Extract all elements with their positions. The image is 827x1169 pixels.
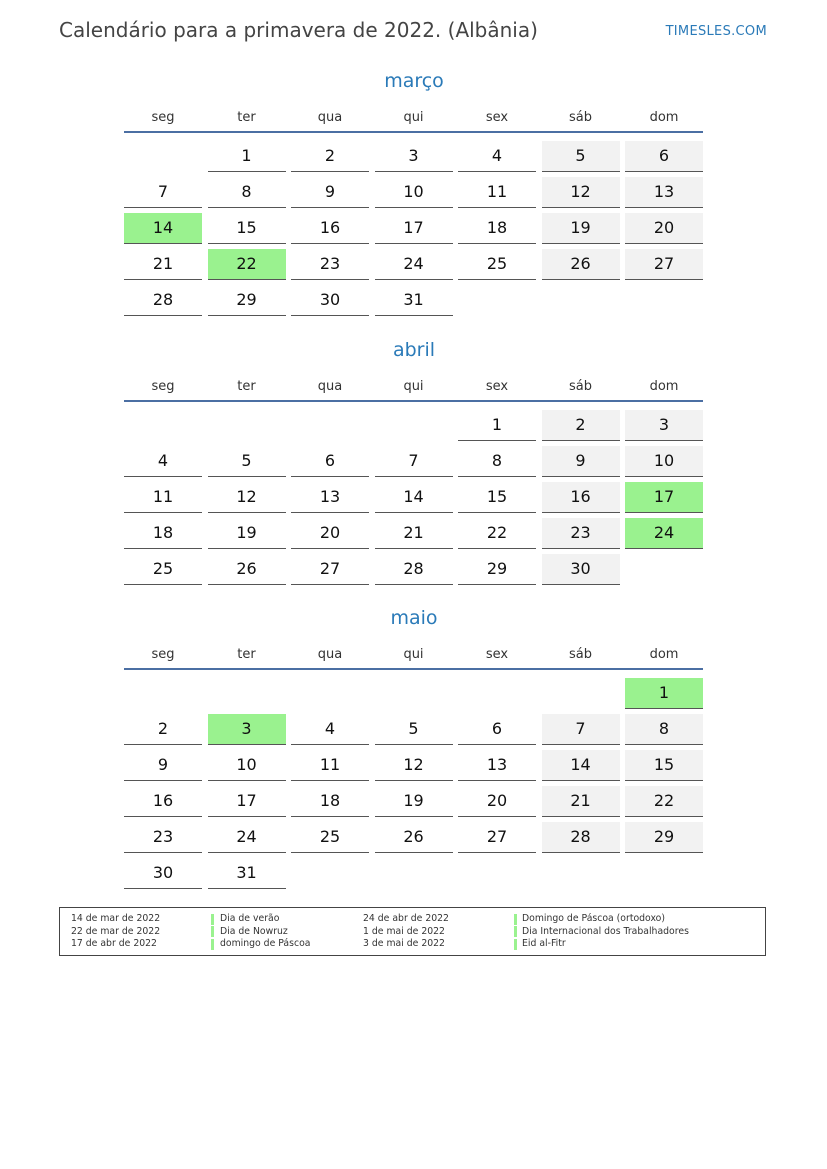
day-cell: 2 — [124, 714, 202, 745]
day-cell: 2 — [291, 141, 369, 172]
holiday-day-cell: 3 — [208, 714, 286, 745]
legend-holiday-name: Domingo de Páscoa (ortodoxo) — [522, 913, 665, 924]
day-cell: 9 — [542, 446, 620, 477]
legend-date: 3 de mai de 2022 — [363, 938, 445, 949]
day-cell: 12 — [208, 482, 286, 513]
weekday-header: ter — [237, 647, 256, 662]
day-cell: 11 — [458, 177, 536, 208]
day-cell: 19 — [208, 518, 286, 549]
day-cell: 10 — [625, 446, 703, 477]
day-cell: 20 — [291, 518, 369, 549]
holiday-day-cell: 17 — [625, 482, 703, 513]
day-cell: 22 — [625, 786, 703, 817]
day-cell: 29 — [208, 285, 286, 316]
day-cell: 19 — [542, 213, 620, 244]
holiday-day-cell: 1 — [625, 678, 703, 709]
month-name: março — [384, 70, 444, 92]
legend-color-marker — [211, 939, 214, 950]
legend-date: 24 de abr de 2022 — [363, 913, 449, 924]
day-cell: 7 — [375, 446, 453, 477]
header-rule — [124, 400, 703, 402]
weekday-header: ter — [237, 110, 256, 125]
day-cell: 15 — [208, 213, 286, 244]
day-cell: 12 — [375, 750, 453, 781]
day-cell: 23 — [124, 822, 202, 853]
day-cell: 27 — [625, 249, 703, 280]
day-cell: 20 — [458, 786, 536, 817]
weekday-header: ter — [237, 379, 256, 394]
day-cell: 29 — [458, 554, 536, 585]
weekday-header: sáb — [569, 379, 592, 394]
month-name: maio — [390, 607, 438, 629]
day-cell: 21 — [542, 786, 620, 817]
day-cell: 8 — [458, 446, 536, 477]
day-cell: 7 — [124, 177, 202, 208]
day-cell: 13 — [291, 482, 369, 513]
legend-holiday-name: domingo de Páscoa — [220, 938, 311, 949]
day-cell: 4 — [124, 446, 202, 477]
legend-date: 1 de mai de 2022 — [363, 925, 445, 937]
day-cell: 27 — [458, 822, 536, 853]
day-cell: 23 — [542, 518, 620, 549]
legend-holiday-name: Dia de verão — [220, 913, 280, 924]
day-cell: 6 — [625, 141, 703, 172]
day-cell: 16 — [124, 786, 202, 817]
day-cell: 13 — [458, 750, 536, 781]
weekday-header: dom — [649, 110, 679, 125]
month-name: abril — [392, 339, 436, 361]
day-cell: 24 — [208, 822, 286, 853]
day-cell: 10 — [375, 177, 453, 208]
day-cell: 8 — [208, 177, 286, 208]
day-cell: 18 — [291, 786, 369, 817]
page-title: Calendário para a primavera de 2022. (Albânia) — [59, 18, 538, 42]
day-cell: 29 — [625, 822, 703, 853]
day-cell: 5 — [208, 446, 286, 477]
day-cell: 30 — [291, 285, 369, 316]
day-cell: 17 — [208, 786, 286, 817]
header-rule — [124, 668, 703, 670]
day-cell: 4 — [291, 714, 369, 745]
header-rule — [124, 131, 703, 133]
day-cell: 3 — [625, 410, 703, 441]
weekday-header: sáb — [569, 110, 592, 125]
day-cell: 25 — [291, 822, 369, 853]
legend-date: 17 de abr de 2022 — [71, 938, 157, 949]
weekday-header: qua — [317, 379, 343, 394]
day-cell: 18 — [458, 213, 536, 244]
day-cell: 9 — [291, 177, 369, 208]
day-cell: 22 — [458, 518, 536, 549]
legend-holiday-name: Dia de Nowruz — [220, 925, 288, 937]
day-cell: 16 — [291, 213, 369, 244]
weekday-header: sáb — [569, 647, 592, 662]
day-cell: 3 — [375, 141, 453, 172]
weekday-header: dom — [649, 647, 679, 662]
holiday-day-cell: 24 — [625, 518, 703, 549]
day-cell: 23 — [291, 249, 369, 280]
site-link[interactable]: TIMESLES.COM — [665, 24, 767, 39]
day-cell: 12 — [542, 177, 620, 208]
legend-holiday-name: Dia Internacional dos Trabalhadores — [522, 925, 689, 937]
holiday-day-cell: 22 — [208, 249, 286, 280]
day-cell: 5 — [542, 141, 620, 172]
weekday-header: dom — [649, 379, 679, 394]
weekday-header: seg — [151, 647, 175, 662]
day-cell: 25 — [458, 249, 536, 280]
day-cell: 26 — [375, 822, 453, 853]
legend-color-marker — [211, 914, 214, 925]
day-cell: 16 — [542, 482, 620, 513]
day-cell: 15 — [458, 482, 536, 513]
legend-date: 22 de mar de 2022 — [71, 925, 161, 937]
day-cell: 13 — [625, 177, 703, 208]
holiday-day-cell: 14 — [124, 213, 202, 244]
weekday-header: qui — [403, 379, 424, 394]
legend-color-marker — [514, 926, 517, 937]
weekday-header: sex — [485, 647, 509, 662]
day-cell: 26 — [208, 554, 286, 585]
day-cell: 28 — [542, 822, 620, 853]
weekday-header: seg — [151, 110, 175, 125]
day-cell: 4 — [458, 141, 536, 172]
day-cell: 15 — [625, 750, 703, 781]
day-cell: 28 — [375, 554, 453, 585]
day-cell: 17 — [375, 213, 453, 244]
day-cell: 2 — [542, 410, 620, 441]
day-cell: 6 — [458, 714, 536, 745]
weekday-header: sex — [485, 379, 509, 394]
day-cell: 30 — [542, 554, 620, 585]
holiday-legend — [59, 907, 766, 956]
weekday-header: seg — [151, 379, 175, 394]
day-cell: 21 — [375, 518, 453, 549]
day-cell: 9 — [124, 750, 202, 781]
day-cell: 10 — [208, 750, 286, 781]
legend-color-marker — [514, 914, 517, 925]
day-cell: 31 — [208, 858, 286, 889]
legend-holiday-name: Eid al-Fitr — [522, 938, 566, 949]
day-cell: 5 — [375, 714, 453, 745]
legend-date: 14 de mar de 2022 — [71, 913, 161, 924]
day-cell: 6 — [291, 446, 369, 477]
day-cell: 18 — [124, 518, 202, 549]
weekday-header: qui — [403, 110, 424, 125]
weekday-header: qua — [317, 110, 343, 125]
day-cell: 26 — [542, 249, 620, 280]
day-cell: 20 — [625, 213, 703, 244]
weekday-header: qui — [403, 647, 424, 662]
weekday-header: sex — [485, 110, 509, 125]
day-cell: 14 — [542, 750, 620, 781]
legend-color-marker — [211, 926, 214, 937]
day-cell: 25 — [124, 554, 202, 585]
day-cell: 19 — [375, 786, 453, 817]
day-cell: 14 — [375, 482, 453, 513]
day-cell: 31 — [375, 285, 453, 316]
weekday-header: qua — [317, 647, 343, 662]
day-cell: 30 — [124, 858, 202, 889]
legend-color-marker — [514, 939, 517, 950]
day-cell: 27 — [291, 554, 369, 585]
day-cell: 8 — [625, 714, 703, 745]
day-cell: 24 — [375, 249, 453, 280]
day-cell: 11 — [124, 482, 202, 513]
day-cell: 28 — [124, 285, 202, 316]
day-cell: 7 — [542, 714, 620, 745]
day-cell: 11 — [291, 750, 369, 781]
day-cell: 21 — [124, 249, 202, 280]
day-cell: 1 — [458, 410, 536, 441]
day-cell: 1 — [208, 141, 286, 172]
